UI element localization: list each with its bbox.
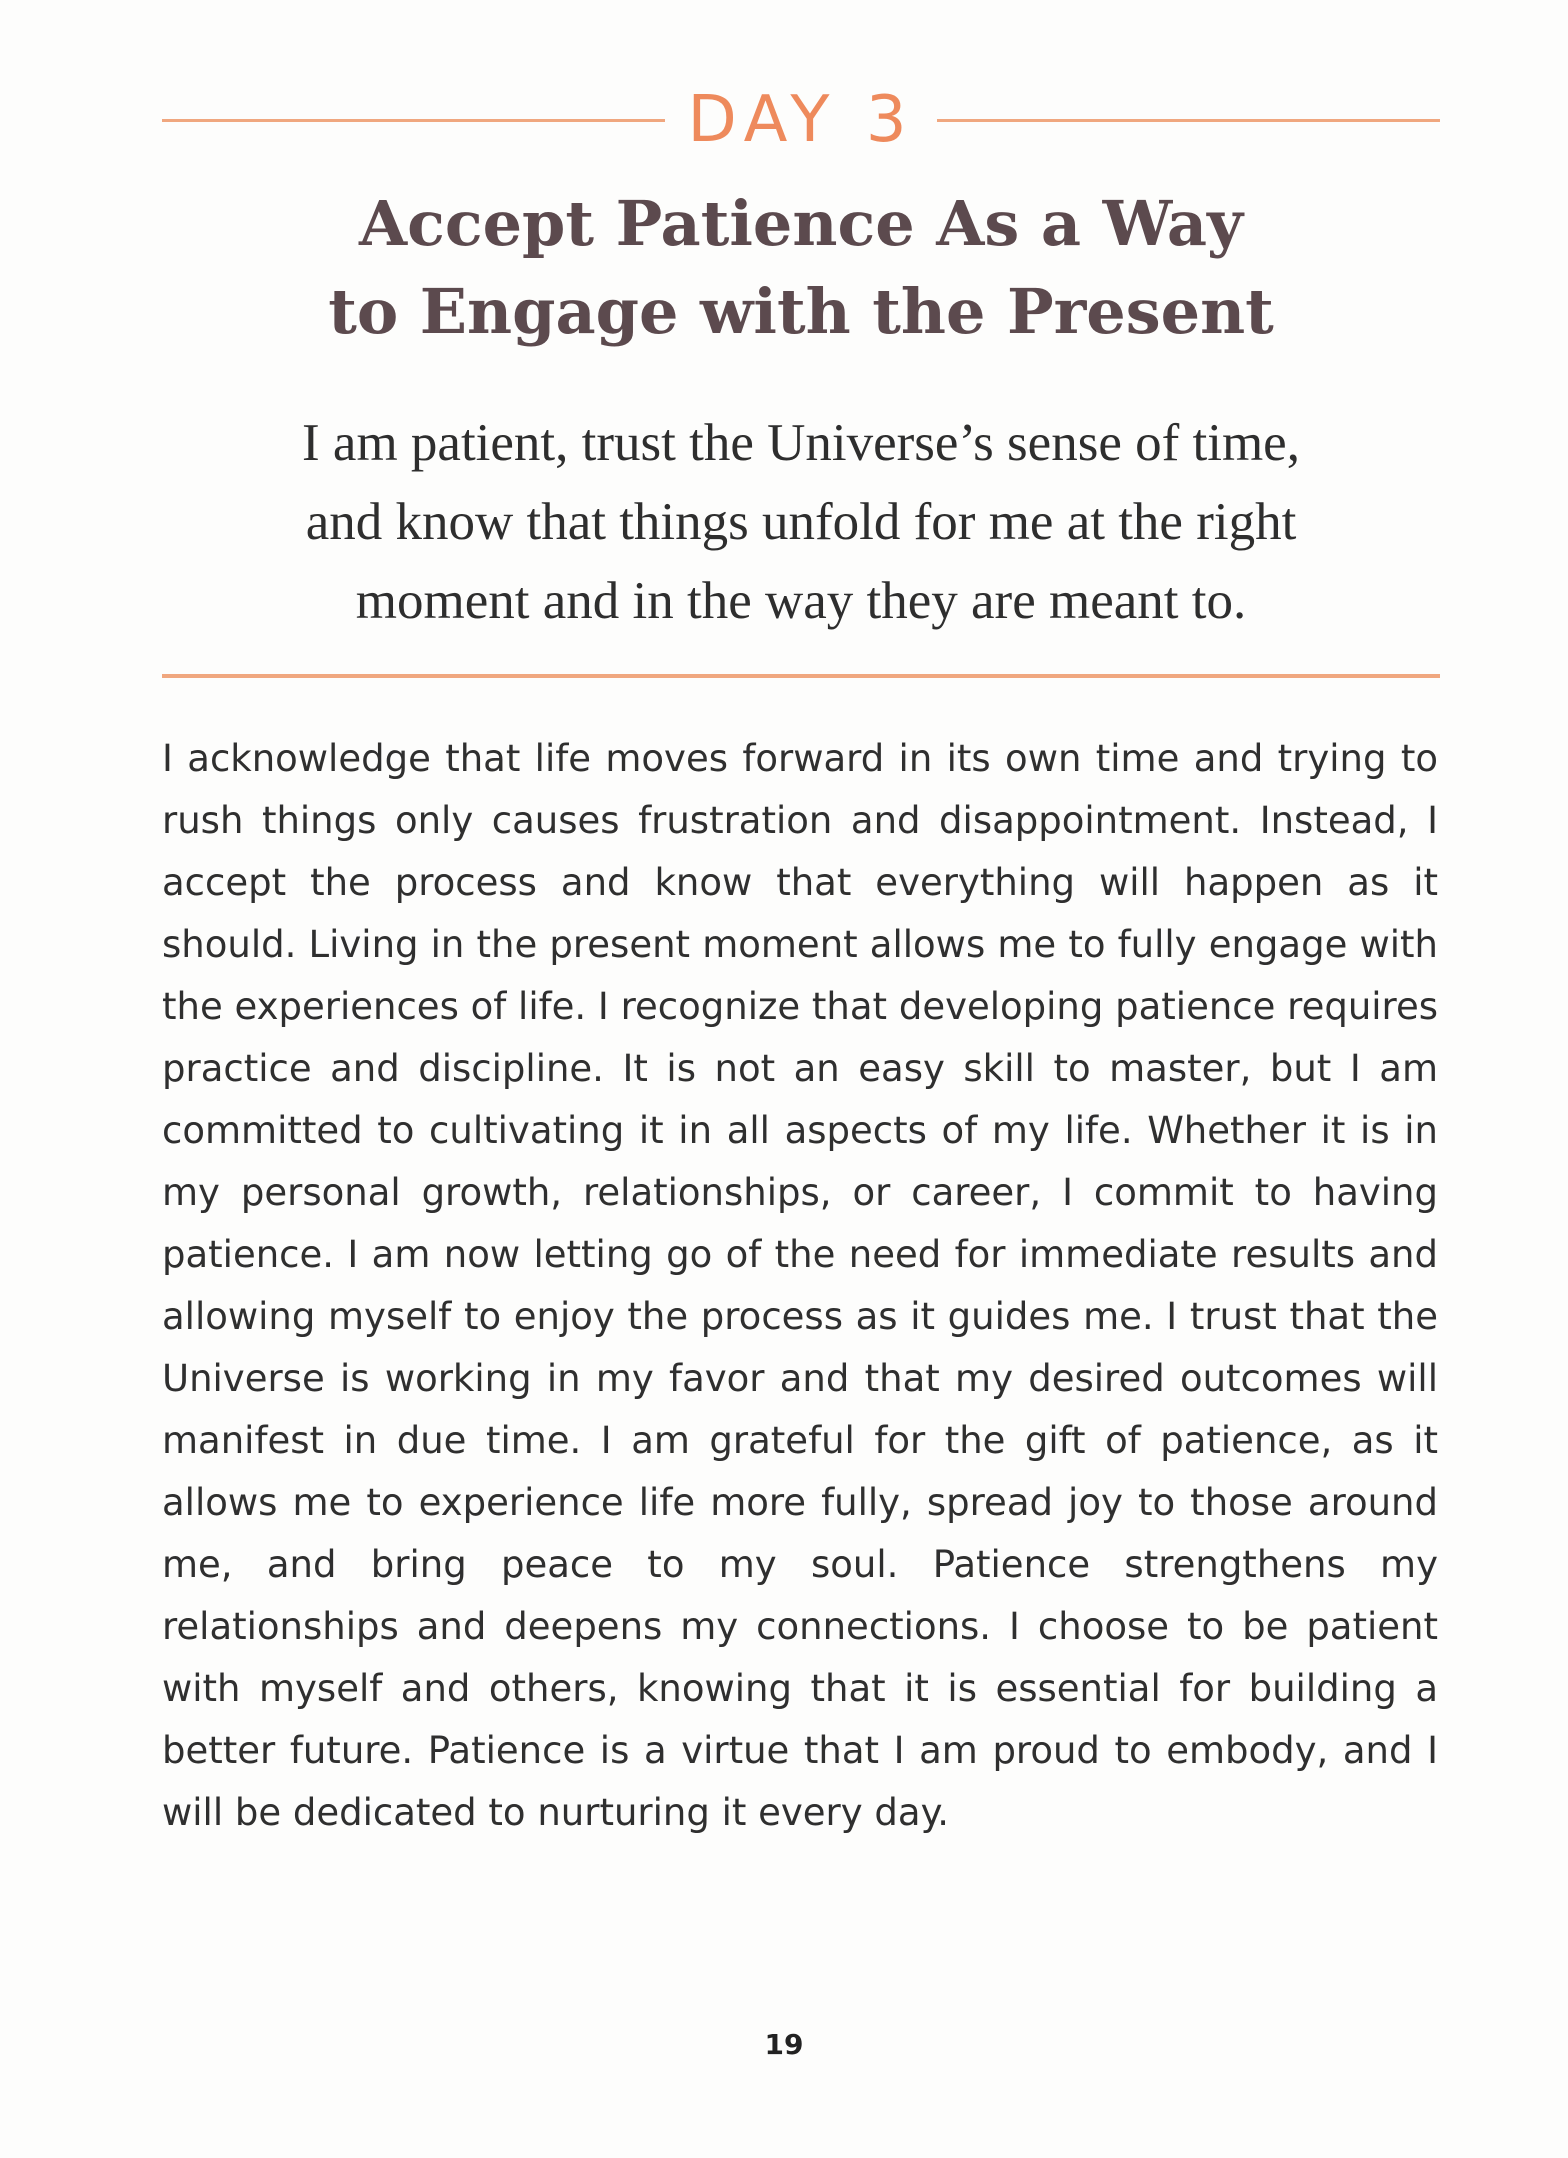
chapter-title xyxy=(162,180,1440,356)
header-rule-left xyxy=(162,119,665,122)
affirmation-line-1: I am patient, trust the Universe’s sense of time, xyxy=(302,414,1300,472)
affirmation-line-2: and know that things unfold for me at the right xyxy=(305,493,1297,551)
day-header xyxy=(162,80,1440,160)
section-divider xyxy=(162,674,1440,678)
chapter-title-line-2: to Engage with the Present xyxy=(328,275,1274,348)
page-number: 19 xyxy=(764,2028,804,2061)
day-label: DAY 3 xyxy=(687,83,915,157)
chapter-title-line-1: Accept Patience As a Way xyxy=(358,187,1244,260)
header-rule-right xyxy=(937,119,1440,122)
affirmation xyxy=(162,404,1440,641)
affirmation-line-3: moment and in the way they are meant to. xyxy=(355,572,1247,630)
body-paragraph: I acknowledge that life moves forward in its own time and trying to rush things only causes frustration and disappointment. Instead, I accept the process and know that everything will happen as it should. Living in the present moment allows me to fully engage with the experiences of life. I recognize that developing patience requires practice and discipline. It is not an easy skill to master, but I am committed to cultivating it in all aspects of my life. Whether it is in my personal growth, relationships, or career, I commit to having patience. I am now letting go of the need for immediate results and allowing myself to enjoy the process as it guides me. I trust that the Universe is working in my favor and that my desired outcomes will manifest in due time. I am grateful for the gift of patience, as it allows me to experience life more fully, spread joy to those around me, and bring peace to my soul. Patience strengthens my relationships and deepens my connections. I choose to be patient with myself and others, knowing that it is essential for building a better future. Patience is a virtue that I am proud to embody, and I will be dedicated to nurturing it every day. xyxy=(162,737,1438,1834)
